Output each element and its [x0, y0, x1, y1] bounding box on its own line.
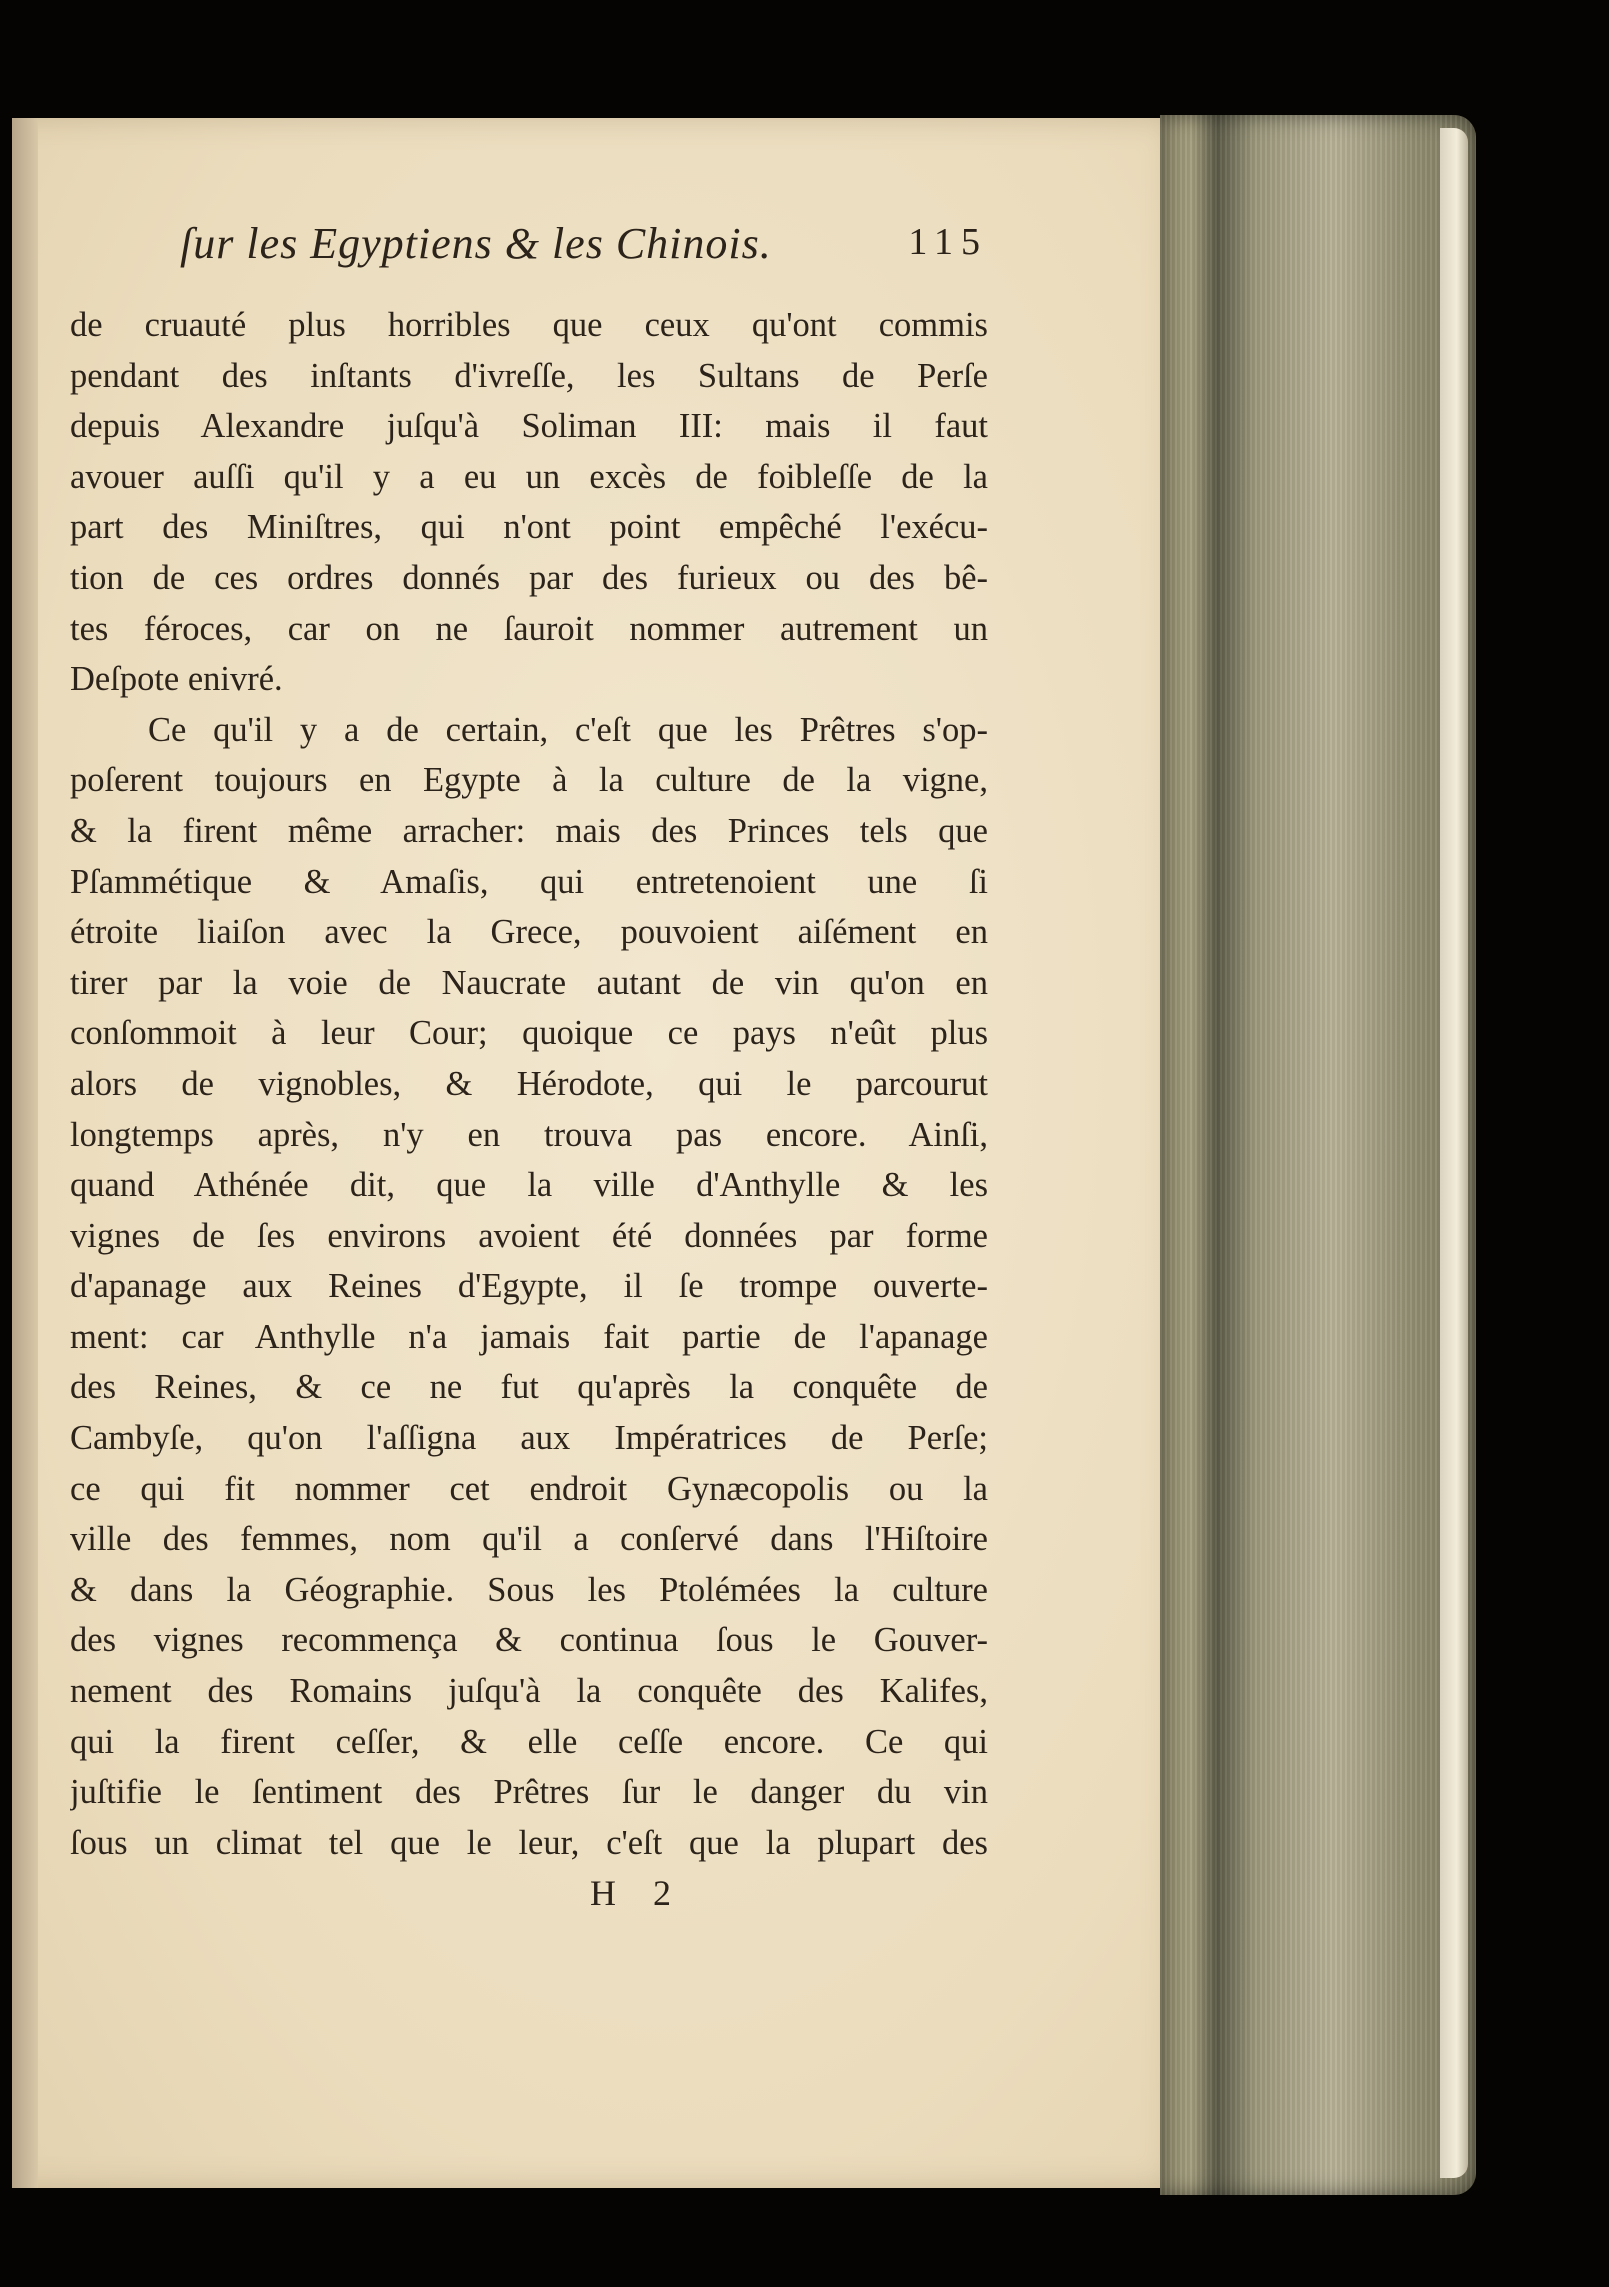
text-line: & dans la Géographie. Sous les Ptolémées la culture [70, 1570, 988, 1609]
text-line: part des Miniſtres, qui n'ont point empêché l'exécu- [70, 508, 988, 547]
book-cover-edge [1440, 128, 1468, 2178]
text-line: poſerent toujours en Egypte à la culture de la vigne, [70, 761, 988, 800]
book-fore-edge [1160, 115, 1476, 2195]
text-line: tirer par la voie de Naucrate autant de vin qu'on en [70, 963, 988, 1002]
signature-mark: H 2 [590, 1873, 685, 1914]
text-line: Pſammétique & Amaſis, qui entretenoient une ſi [70, 862, 988, 901]
text-line: alors de vignobles, & Hérodote, qui le parcourut [70, 1064, 988, 1103]
text-line: juſtifie le ſentiment des Prêtres ſur le danger du vin [70, 1773, 988, 1812]
paragraph-start: Ce qu'il y a de certain, c'eſt que les Prêtres s'op- [148, 710, 988, 749]
text-line: des Reines, & ce ne fut qu'après la conquête de [70, 1368, 988, 1407]
text-line: avouer auſſi qu'il y a eu un excès de foibleſſe de la [70, 457, 988, 496]
page-header [70, 208, 988, 294]
text-line: Deſpote enivré. [70, 660, 283, 699]
text-line: longtemps après, n'y en trouva pas encore. Ainſi, [70, 1115, 988, 1154]
page-gutter [12, 118, 38, 2188]
text-line: tes féroces, car on ne ſauroit nommer autrement un [70, 609, 988, 648]
text-line: de cruauté plus horribles que ceux qu'ont commis [70, 306, 988, 344]
text-line: depuis Alexandre juſqu'à Soliman III: mais il faut [70, 407, 988, 446]
text-line: d'apanage aux Reines d'Egypte, il ſe trompe ouverte- [70, 1267, 988, 1306]
text-line: conſommoit à leur Cour; quoique ce pays n'eût plus [70, 1014, 988, 1053]
page-stack-texture [1160, 115, 1476, 2195]
text-line: Cambyſe, qu'on l'aſſigna aux Impératrices de Perſe; [70, 1419, 988, 1458]
text-line: vignes de ſes environs avoient été données par forme [70, 1216, 988, 1255]
text-line: ce qui fit nommer cet endroit Gynæcopolis ou la [70, 1469, 988, 1508]
text-line: nement des Romains juſqu'à la conquête des Kalifes, [70, 1672, 988, 1711]
text-line: des vignes recommença & continua ſous le Gouver- [70, 1621, 988, 1660]
text-line: & la firent même arracher: mais des Princes tels que [70, 811, 988, 850]
text-line: qui la firent ceſſer, & elle ceſſe encore. Ce qui [70, 1722, 988, 1761]
text-block [70, 208, 988, 1914]
text-line: tion de ces ordres donnés par des furieux ou des bê- [70, 558, 988, 597]
text-line: étroite liaiſon avec la Grece, pouvoient aiſément en [70, 913, 988, 952]
text-line: ſous un climat tel que le leur, c'eſt que la plupart des [70, 1823, 988, 1862]
running-title: ſur les Egyptiens & les Chinois. [180, 219, 772, 268]
page-number: 115 [908, 221, 988, 263]
text-line: ment: car Anthylle n'a jamais fait partie de l'apanage [70, 1317, 988, 1356]
text-line: quand Athénée dit, que la ville d'Anthylle & les [70, 1166, 988, 1205]
text-line: ville des femmes, nom qu'il a conſervé dans l'Hiſtoire [70, 1520, 988, 1559]
text-line: pendant des inſtants d'ivreſſe, les Sultans de Perſe [70, 356, 988, 395]
book-page [12, 118, 1190, 2188]
